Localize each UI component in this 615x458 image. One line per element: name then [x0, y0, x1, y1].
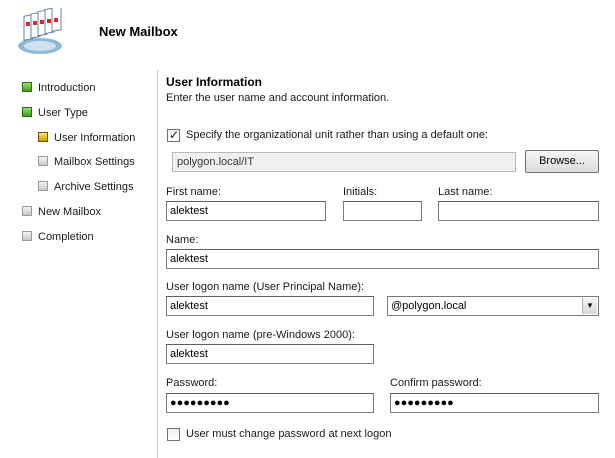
initials-input[interactable] [343, 201, 422, 221]
mailbox-stack-icon [14, 8, 74, 56]
step-new-mailbox[interactable] [22, 204, 101, 220]
status-pending-icon [38, 156, 48, 166]
section-title: User Information [166, 75, 263, 89]
last-name-input[interactable] [438, 201, 599, 221]
status-complete-icon [22, 82, 32, 92]
step-archive-settings[interactable] [38, 179, 133, 195]
step-mailbox-settings[interactable] [38, 154, 135, 170]
status-current-icon [38, 132, 48, 142]
checkmark-icon: ✓ [169, 128, 180, 142]
ou-path-field: polygon.local/IT [172, 152, 516, 172]
step-label: Introduction [38, 82, 96, 94]
user-information-panel [158, 62, 615, 458]
change-password-checkbox[interactable] [167, 428, 180, 441]
change-password-label: User must change password at next logon [186, 428, 392, 440]
ou-checkbox[interactable] [167, 129, 180, 142]
first-name-input[interactable]: alektest [166, 201, 326, 221]
step-label: Completion [38, 231, 94, 243]
status-complete-icon [22, 107, 32, 117]
status-pending-icon [22, 231, 32, 241]
name-input[interactable]: alektest [166, 249, 599, 269]
upn-input[interactable]: alektest [166, 296, 374, 316]
name-label: Name: [166, 234, 199, 246]
status-pending-icon [38, 181, 48, 191]
wizard-steps [0, 68, 150, 458]
password-label: Password: [166, 377, 218, 389]
last-name-label: Last name: [438, 186, 493, 198]
step-user-type[interactable] [22, 105, 88, 121]
pre2000-label: User logon name (pre-Windows 2000): [166, 329, 355, 341]
step-completion[interactable] [22, 229, 94, 245]
status-pending-icon [22, 206, 32, 216]
first-name-label: First name: [166, 186, 222, 198]
step-label: Mailbox Settings [54, 156, 135, 168]
browse-button[interactable]: Browse... [525, 150, 599, 173]
wizard-header [0, 0, 615, 62]
step-label: Archive Settings [54, 181, 134, 193]
upn-domain-value: @polygon.local [391, 300, 467, 312]
upn-domain-select[interactable] [387, 296, 599, 316]
confirm-password-label: Confirm password: [390, 377, 482, 389]
step-label: User Type [38, 107, 88, 119]
wizard-title: New Mailbox [99, 24, 178, 39]
step-introduction[interactable] [22, 80, 95, 96]
password-input[interactable]: ●●●●●●●●● [166, 393, 374, 413]
initials-label: Initials: [343, 186, 378, 198]
step-label: User Information [54, 132, 136, 144]
section-description: Enter the user name and account information. [166, 92, 390, 104]
confirm-password-input[interactable]: ●●●●●●●●● [390, 393, 599, 413]
step-label: New Mailbox [38, 206, 101, 218]
pre2000-input[interactable]: alektest [166, 344, 374, 364]
ou-checkbox-label: Specify the organizational unit rather than using a default one: [186, 129, 489, 141]
chevron-down-icon[interactable]: ▼ [582, 298, 597, 314]
step-user-information[interactable] [38, 130, 135, 146]
upn-label: User logon name (User Principal Name): [166, 281, 365, 293]
